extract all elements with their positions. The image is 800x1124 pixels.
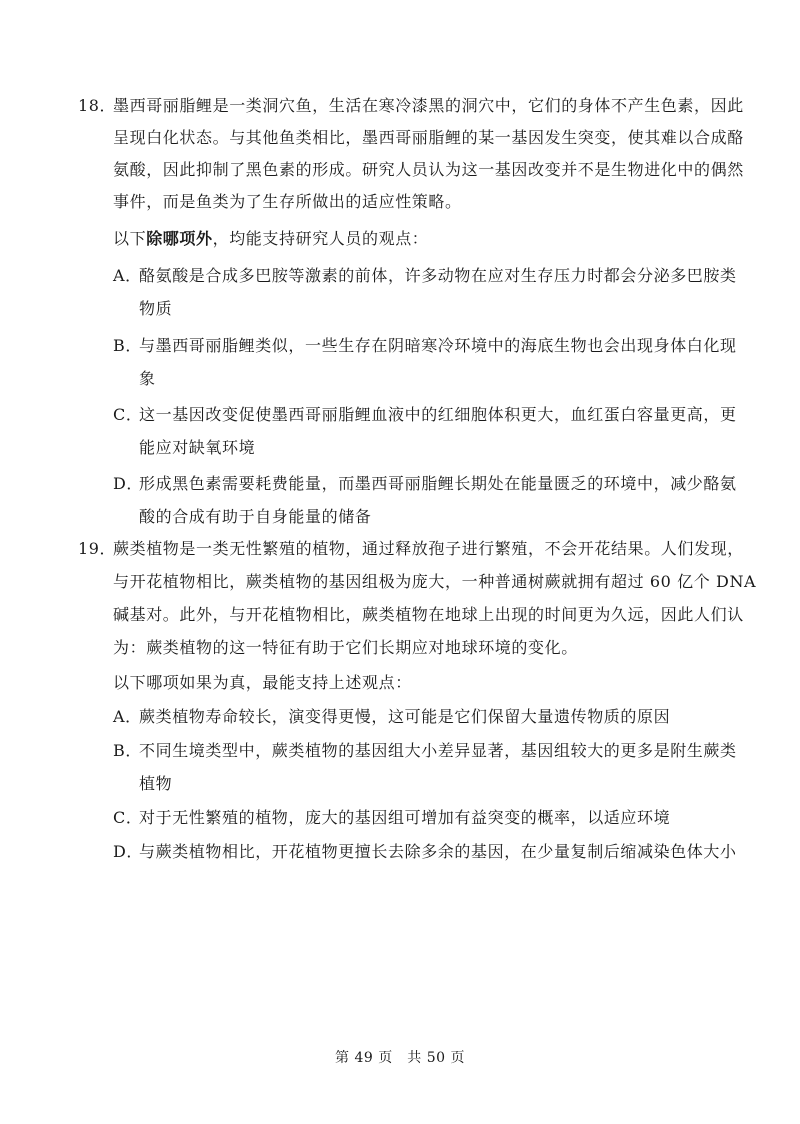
- question-stem-line: 氨酸，因此抑制了黑色素的形成。研究人员认为这一基因改变并不是生物进化中的偶然: [113, 160, 744, 179]
- option-label: A．: [113, 707, 142, 726]
- question-stem-line: 事件，而是鱼类为了生存所做出的适应性策略。: [113, 192, 462, 211]
- option-text: 形成黑色素需要耗费能量，而墨西哥丽脂鲤长期处在能量匮乏的环境中，减少酪氨: [139, 474, 737, 493]
- option-label: B．: [113, 336, 142, 355]
- question-prompt: [113, 228, 428, 250]
- question-stem-line: 呈现白化状态。与其他鱼类相比，墨西哥丽脂鲤的某一基因发生突变，使其难以合成酪: [113, 128, 744, 147]
- question-stem-line: 为：蕨类植物的这一特征有助于它们长期应对地球环境的变化。: [113, 638, 578, 657]
- option-text: 与墨西哥丽脂鲤类似，一些生存在阴暗寒冷环境中的海底生物也会出现身体白化现: [139, 336, 737, 355]
- option-text: 酪氨酸是合成多巴胺等激素的前体，许多动物在应对生存压力时都会分泌多巴胺类: [139, 266, 737, 285]
- question-stem-line: 碱基对。此外，与开花植物相比，蕨类植物在地球上出现的时间更为久远，因此人们认: [113, 605, 744, 624]
- prompt-text: ，均能支持研究人员的观点：: [212, 229, 429, 248]
- question-stem-line: 蕨类植物是一类无性繁殖的植物，通过释放孢子进行繁殖，不会开花结果。人们发现，: [113, 539, 744, 558]
- question-number: 19．: [78, 539, 117, 558]
- option-text: 蕨类植物寿命较长，演变得更慢，这可能是它们保留大量遗传物质的原因: [139, 707, 671, 726]
- question-stem-line: 墨西哥丽脂鲤是一类洞穴鱼，生活在寒冷漆黑的洞穴中，它们的身体不产生色素，因此: [113, 96, 744, 115]
- option-text: 象: [139, 369, 156, 388]
- prompt-emphasis: 除哪项外: [146, 229, 213, 248]
- option-label: C．: [113, 808, 143, 827]
- option-text: 酸的合成有助于自身能量的储备: [139, 507, 372, 526]
- option-label: D．: [113, 474, 144, 493]
- option-text: 与蕨类植物相比，开花植物更擅长去除多余的基因，在少量复制后缩减染色体大小: [139, 842, 737, 861]
- option-label: B．: [113, 741, 142, 760]
- question-stem-line: 与开花植物相比，蕨类植物的基因组极为庞大，一种普通树蕨就拥有超过 60 亿个 DNA: [113, 572, 757, 591]
- option-text: 不同生境类型中，蕨类植物的基因组大小差异显著，基因组较大的更多是附生蕨类: [139, 741, 737, 760]
- option-label: C．: [113, 405, 143, 424]
- option-label: D．: [113, 842, 144, 861]
- option-text: 植物: [139, 774, 173, 793]
- question-number: 18．: [78, 96, 117, 115]
- prompt-text: 以下: [113, 229, 147, 248]
- option-text: 这一基因改变促使墨西哥丽脂鲤血液中的红细胞体积更大，血红蛋白容量更高，更: [139, 405, 737, 424]
- question-prompt: 以下哪项如果为真，最能支持上述观点：: [113, 673, 412, 692]
- option-text: 对于无性繁殖的植物，庞大的基因组可增加有益突变的概率，以适应环境: [139, 808, 671, 827]
- option-text: 能应对缺氧环境: [139, 438, 256, 457]
- option-text: 物质: [139, 299, 173, 318]
- option-label: A．: [113, 266, 142, 285]
- page-footer: 第 49 页 共 50 页: [335, 1050, 465, 1066]
